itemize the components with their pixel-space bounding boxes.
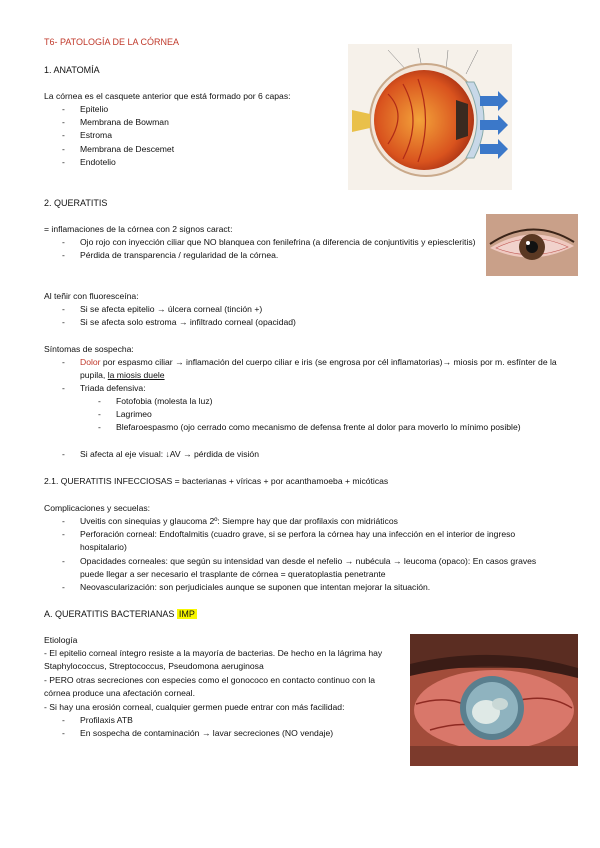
list-item: - Blefaroespasmo (ojo cerrado como mecanismo de defensa frente al dolor para moverlo lo mínimo posible) bbox=[98, 421, 558, 434]
imp-highlight: IMP bbox=[178, 609, 195, 619]
section-queratitis-infecciosas-heading: 2.1. QUERATITIS INFECCIOSAS = bacterianas + víricas + por acanthamoeba + micóticas bbox=[44, 476, 389, 486]
dolor-underline: la miosis duele bbox=[107, 370, 165, 381]
list-item: - Opacidades corneales: que según su intensidad van desde el nefelio → nubécula → leucoma (opaco): En casos graves puede llegar a ser necesario el trasplante de córnea = queratoplastia penetrante bbox=[62, 555, 558, 581]
queratitis-signs-list bbox=[62, 236, 477, 262]
red-eye-photo bbox=[486, 214, 578, 276]
section-bacterianas-heading bbox=[44, 608, 197, 620]
eye-anatomy-diagram bbox=[348, 44, 512, 190]
queratitis-definition: = inflamaciones de la córnea con 2 signos caract: bbox=[44, 224, 233, 234]
eje-visual-list bbox=[62, 448, 522, 461]
list-item: - Uveitis con sinequias y glaucoma 2º: Siempre hay que dar profilaxis con midriáticos bbox=[62, 515, 558, 528]
list-item: - Fotofobia (molesta la luz) bbox=[98, 395, 558, 408]
complicaciones-intro: Complicaciones y secuelas: bbox=[44, 503, 151, 513]
dolor-label: Dolor bbox=[80, 357, 101, 367]
sintomas-intro: Síntomas de sospecha: bbox=[44, 344, 134, 354]
fluoresceina-list bbox=[62, 303, 482, 329]
sintomas-list bbox=[62, 356, 558, 396]
bacterianas-title: A. QUERATITIS BACTERIANAS bbox=[44, 609, 175, 619]
dolor-text: por espasmo ciliar → inflamación del cuerpo ciliar e iris (se engrosa por cél inflamatorias)→ miosis por m. esfínter de la pupila, bbox=[80, 357, 557, 381]
list-item: - Estroma bbox=[62, 129, 322, 142]
list-item: - Lagrimeo bbox=[98, 408, 558, 421]
etiologia-label: Etiología bbox=[44, 635, 78, 645]
triada-list bbox=[98, 395, 558, 435]
corneal-layers-list bbox=[62, 103, 322, 169]
list-item: - Profilaxis ATB bbox=[62, 714, 402, 727]
list-item: - Pérdida de transparencia / regularidad de la córnea. bbox=[62, 249, 477, 262]
list-item: - Triada defensiva: bbox=[62, 382, 558, 395]
list-item: - Si se afecta solo estroma → infiltrado corneal (opacidad) bbox=[62, 316, 482, 329]
erosion-list bbox=[62, 714, 402, 740]
anatomia-intro: La córnea es el casquete anterior que está formado por 6 capas: bbox=[44, 91, 291, 101]
list-item: - Endotelio bbox=[62, 156, 322, 169]
etiologia-paragraph-2: - PERO otras secreciones con especies como el gonococo en contacto continuo con la córnea produce una afectación corneal. bbox=[44, 675, 376, 699]
list-item: - Epitelio bbox=[62, 103, 322, 116]
list-item: - Membrana de Bowman bbox=[62, 116, 322, 129]
etiologia-paragraph-3: - Si hay una erosión corneal, cualquier germen puede entrar con más facilidad: bbox=[44, 702, 345, 712]
section-queratitis-heading: 2. QUERATITIS bbox=[44, 198, 108, 208]
section-anatomia-heading: 1. ANATOMÍA bbox=[44, 65, 100, 75]
bacterial-keratitis-photo bbox=[410, 634, 578, 766]
list-item: - Neovascularización: son perjudiciales aunque se suponen que intentan mejorar la situación. bbox=[62, 581, 558, 594]
list-item: - En sospecha de contaminación → lavar secreciones (NO vendaje) bbox=[62, 727, 402, 740]
list-item: - Si afecta al eje visual: ↓AV → pérdida de visión bbox=[62, 448, 522, 461]
etiologia-paragraph-1: - El epitelio corneal íntegro resiste a la mayoría de bacterias. De hecho en la lágrima hay Staphylococcus, Streptococcus, Pseudomona aeruginosa bbox=[44, 648, 383, 672]
list-item-dolor bbox=[62, 356, 558, 382]
list-item: - Si se afecta epitelio → úlcera corneal (tinción +) bbox=[62, 303, 482, 316]
complicaciones-list bbox=[62, 515, 558, 594]
list-item: - Ojo rojo con inyección ciliar que NO blanquea con fenilefrina (a diferencia de conjuntivitis y epiescleritis) bbox=[62, 236, 477, 249]
list-item: - Perforación corneal: Endoftalmitis (cuadro grave, si se perfora la córnea hay una infección en el interior de ingreso hospitalario) bbox=[62, 528, 558, 554]
document-title: T6- PATOLOGÍA DE LA CÓRNEA bbox=[44, 37, 180, 47]
fluoresceina-intro: Al teñir con fluoresceína: bbox=[44, 291, 139, 301]
list-item: - Membrana de Descemet bbox=[62, 143, 322, 156]
